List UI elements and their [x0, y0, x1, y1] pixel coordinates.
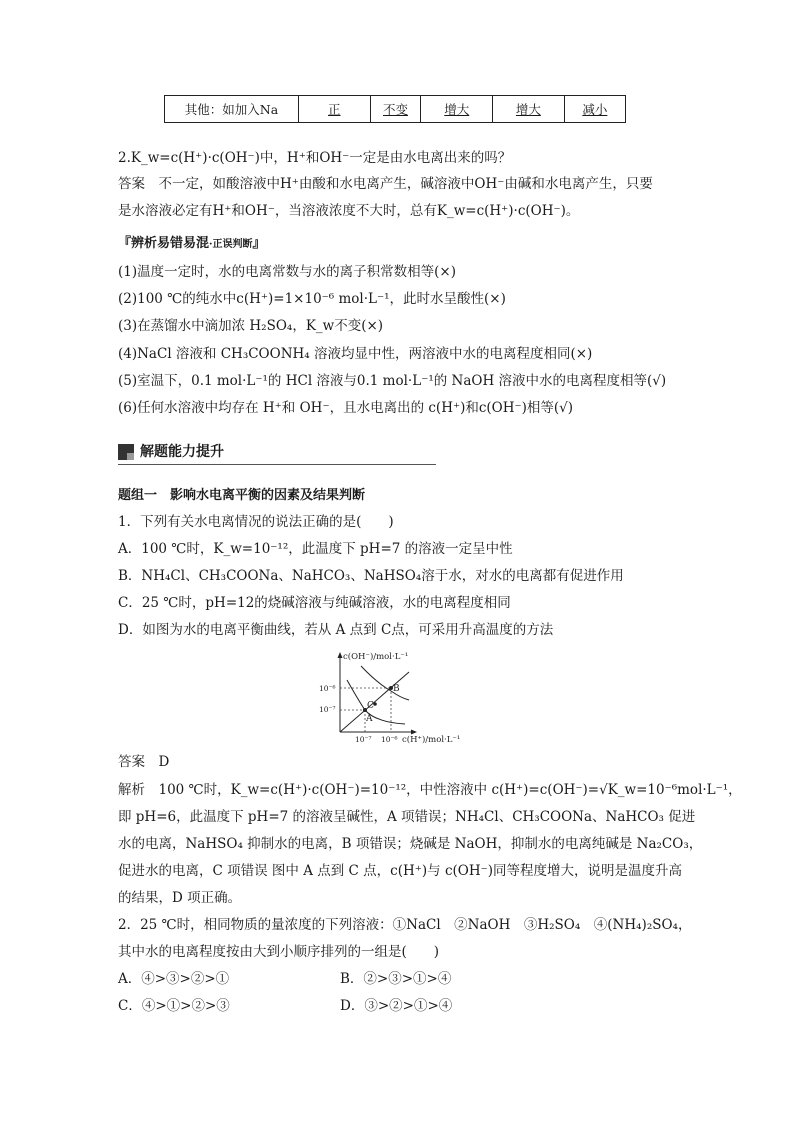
- y-tick-label: 10⁻⁶: [319, 684, 336, 693]
- q1-analysis-line: 促进水的电离，C 项错误 图中 A 点到 C 点，c(H⁺)与 c(OH⁻)同等程度增大，说明是温度升高: [118, 863, 682, 879]
- x-axis-arrow: [411, 730, 417, 735]
- q2b-option-d: D．③>②>①>④: [340, 998, 453, 1014]
- x-axis-label: c(H⁺)/mol·L⁻¹: [402, 735, 461, 745]
- judgement-item: (6)任何水溶液中均存在 H⁺和 OH⁻，且水电离出的 c(H⁺)和c(OH⁻)相等(√): [118, 400, 574, 416]
- table-cell: 增大: [421, 96, 493, 123]
- q2b-option-a: A．④>③>②>①: [118, 971, 230, 987]
- q2-answer-line1: 答案 不一定，如酸溶液中H⁺由酸和水电离产生，碱溶液中OH⁻由碱和水电离产生，只要: [118, 176, 653, 192]
- q1-stem: 1．下列有关水电离情况的说法正确的是( ): [118, 514, 394, 530]
- q2b-option-c: C．④>①>②>③: [118, 998, 230, 1014]
- judgement-item: (3)在蒸馏水中滴加浓 H₂SO₄，K_w不变(×): [118, 318, 384, 334]
- judgement-item: (1)温度一定时，水的电离常数与水的离子积常数相等(×): [118, 264, 456, 280]
- x-tick-label: 10⁻⁶: [381, 735, 398, 744]
- q2-question: 2.K_w=c(H⁺)·c(OH⁻)中，H⁺和OH⁻一定是由水电离出来的吗？: [118, 150, 512, 166]
- q1-analysis-line: 的结果，D 项正确。: [118, 890, 242, 906]
- table-cell: 减小: [564, 96, 625, 123]
- point-c-label: C: [367, 701, 374, 711]
- group1-title: 题组一 影响水电离平衡的因素及结果判断: [118, 488, 366, 503]
- y-axis-arrow: [338, 652, 343, 658]
- table-row: [165, 96, 626, 123]
- q2b-stem-line1: 2．25 ℃时，相同物质的量浓度的下列溶液：①NaCl ②NaOH ③H₂SO₄ ④(NH₄)₂SO₄，: [118, 917, 692, 933]
- section-divider: [118, 464, 436, 465]
- banner-main: 辨析易错易混: [131, 236, 210, 251]
- table-cell: 不变: [370, 96, 421, 123]
- section-square-icon: [118, 444, 134, 460]
- point-a-label: A: [366, 714, 373, 724]
- curve-high-temp: [361, 666, 409, 700]
- section-title: 解题能力提升: [140, 444, 224, 460]
- q1-analysis-line: 水的电离，NaHSO₄ 抑制水的电离，B 项错误；烧碱是 NaOH，抑制水的电离纯碱是 Na₂CO₃，: [118, 836, 703, 852]
- banner-sub: ·正误判断: [209, 239, 253, 250]
- x-tick-label: 10⁻⁷: [355, 735, 372, 744]
- q2-answer-line2: 是水溶液必定有H⁺和OH⁻，当溶液浓度不大时，总有K_w=c(H⁺)·c(OH⁻)。: [118, 203, 580, 219]
- properties-table: [164, 95, 626, 123]
- judgement-item: (2)100 ℃的纯水中c(H⁺)=1×10⁻⁶ mol·L⁻¹，此时水呈酸性(×): [118, 291, 506, 307]
- table-cell: 增大: [493, 96, 565, 123]
- q2b-stem-line2: 其中水的电离程度按由大到小顺序排列的一组是( ): [118, 944, 440, 960]
- q1-option-b: B．NH₄Cl、CH₃COONa、NaHCO₃、NaHSO₄溶于水，对水的电离都有促进作用: [118, 568, 624, 584]
- q2b-option-b: B．②>③>①>④: [340, 971, 452, 987]
- table-cell: 正: [298, 96, 370, 123]
- judgement-item: (4)NaCl 溶液和 CH₃COONH₄ 溶液均显中性，两溶液中水的电离程度相同(×): [118, 346, 593, 362]
- q1-analysis-line: 即 pH=6，此温度下 pH=7 的溶液呈碱性，A 项错误；NH₄Cl、CH₃COONa、NaHCO₃ 促进: [118, 809, 696, 825]
- q1-option-a: A．100 ℃时，K_w=10⁻¹²，此温度下 pH=7 的溶液一定呈中性: [118, 541, 513, 557]
- q1-answer: 答案 D: [118, 754, 170, 770]
- q1-option-c: C．25 ℃时，pH=12的烧碱溶液与纯碱溶液，水的电离程度相同: [118, 595, 511, 611]
- q1-analysis-line: 解析 100 ℃时，K_w=c(H⁺)·c(OH⁻)=10⁻¹²，中性溶液中 c(H⁺)=c(OH⁻)=√K_w=10⁻⁶mol·L⁻¹，: [118, 782, 742, 798]
- water-ionization-chart: [305, 648, 485, 748]
- q1-option-d: D．如图为水的电离平衡曲线，若从 A 点到 C点，可采用升高温度的方法: [118, 622, 554, 638]
- judgement-banner: 『辨析易错易混·正误判断』: [118, 236, 266, 251]
- section-header: [118, 440, 436, 466]
- point-b-label: B: [393, 684, 400, 694]
- y-axis-label: c(OH⁻)/mol·L⁻¹: [343, 652, 409, 662]
- judgement-item: (5)室温下，0.1 mol·L⁻¹的 HCl 溶液与0.1 mol·L⁻¹的 NaOH 溶液中水的电离程度相等(√): [118, 373, 667, 389]
- y-tick-label: 10⁻⁷: [319, 705, 336, 714]
- table-cell: 其他：如加入Na: [165, 96, 299, 123]
